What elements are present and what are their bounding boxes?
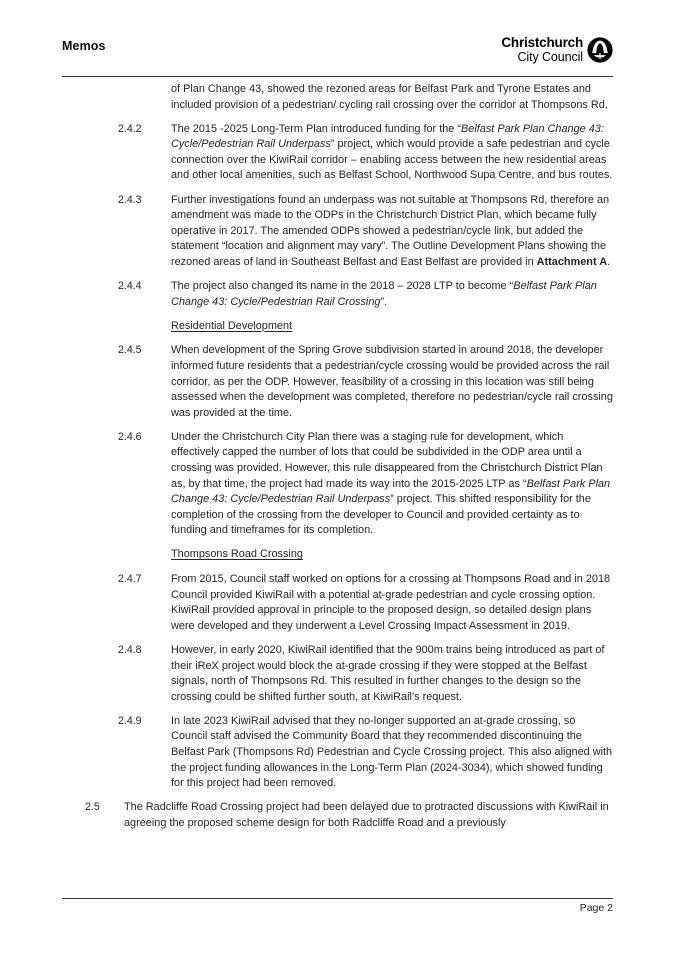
paragraph-number: 2.4.8 <box>118 643 142 656</box>
paragraph-number: 2.4.9 <box>118 714 142 727</box>
page-number: Page 2 <box>579 902 613 914</box>
paragraph-text <box>171 572 613 634</box>
subheading-residential-development-label: Residential Development <box>171 319 293 332</box>
text-run: ”. <box>380 295 388 308</box>
paragraph-text <box>171 343 613 421</box>
paragraph-number: 2.4.6 <box>118 430 142 443</box>
numbered-paragraph <box>62 643 613 705</box>
paragraph-text <box>171 430 613 539</box>
paragraph-text <box>171 193 613 271</box>
text-run: . <box>607 255 611 268</box>
italic-run: Belfast Park Plan Change 43: Cycle/Pedestrian Rail Crossing <box>171 280 597 308</box>
numbered-paragraph <box>62 193 613 271</box>
christchurch-city-council-logo-icon <box>587 37 613 63</box>
numbered-paragraph <box>62 800 613 831</box>
paragraph-group-final <box>62 800 613 831</box>
paragraph-text <box>124 800 613 831</box>
text-run: From 2015, Council staff worked on options for a crossing at Thompsons Road and in 2018 Council provided KiwiRail with a potential at-grade pedestrian and cycle crossing option. KiwiRail provided approval in principle to the proposed design, so detailed design plans were developed and they underwent a Level Crossing Impact Assessment in 2019. <box>171 573 611 632</box>
paragraph-text <box>171 643 613 705</box>
paragraph-number: 2.4.2 <box>118 122 142 135</box>
document-body <box>62 82 613 840</box>
text-run: When development of the Spring Grove subdivision started in around 2018, the developer informed future residents that a pedestrian/cycle crossing would be provided across the rail corridor, as per the ODP. However, feasibility of a crossing in this location was still being assessed when the development was completed, therefore no pedestrian/cycle rail crossing was provided at the time. <box>171 344 613 419</box>
page-header <box>62 36 613 74</box>
italic-run: Belfast Park Plan Change 43: Cycle/Pedestrian Rail Underpass <box>171 122 604 151</box>
paragraph-group-thompsons <box>62 572 613 792</box>
numbered-paragraph <box>62 279 613 310</box>
paragraph-group-plan-change <box>62 122 613 311</box>
text-run: The Radcliffe Road Crossing project had been delayed due to protracted discussions with KiwiRail in agreeing the proposed scheme design for both Radcliffe Road and a previously <box>124 801 609 829</box>
numbered-paragraph <box>62 430 613 539</box>
subheading-thompsons-road-crossing <box>171 547 613 563</box>
numbered-paragraph <box>62 122 613 184</box>
brand-line-city-council: City Council <box>517 49 583 64</box>
italic-run: Belfast Park Plan Change 43: Cycle/Pedestrian Rail Underpass <box>171 477 611 506</box>
brand-wordmark <box>501 36 583 64</box>
page-title: Memos <box>62 39 106 53</box>
paragraph-text <box>171 279 613 310</box>
text-run: Further investigations found an underpass was not suitable at Thompsons Rd, therefore an amendment was made to the ODPs in the Christchurch District Plan, which became fully operative in 2017. The amended ODPs showed a pedestrian/cycle link, but added the statement “location and alignment may vary”. The Outline Development Plans showing the rezoned areas of land in Southeast Belfast and East Belfast are provided in <box>171 193 610 268</box>
text-run: The project also changed its name in the 2018 – 2028 LTP to become “ <box>171 280 514 293</box>
footer-divider-rule <box>62 898 613 899</box>
brand-lockup <box>501 36 613 64</box>
numbered-paragraph <box>62 714 613 792</box>
paragraph-number: 2.4.4 <box>118 280 142 293</box>
paragraph-text <box>171 122 613 184</box>
continuation-paragraph: of Plan Change 43, showed the rezoned areas for Belfast Park and Tyrone Estates and included provision of a pedestrian/ cycling rail crossing over the corridor at Thompsons Rd. <box>171 83 608 111</box>
paragraph-number: 2.4.7 <box>118 573 142 586</box>
subheading-thompsons-road-crossing-label: Thompsons Road Crossing <box>171 548 303 561</box>
subheading-residential-development <box>171 319 613 335</box>
text-run: In late 2023 KiwiRail advised that they no-longer supported an at-grade crossing, so Council staff advised the Community Board that they recommended discontinuing the Belfast Park (Thompsons Rd) Pedestrian and Cycle Crossing project. This also aligned with the project funding allowances in the Long-Term Plan (2024-3034), which showed funding for this project had been removed. <box>171 714 613 790</box>
numbered-paragraph <box>62 343 613 421</box>
page-footer <box>62 901 613 915</box>
text-run: The 2015 -2025 Long-Term Plan introduced funding for the “ <box>171 122 461 135</box>
text-run: Under the Christchurch City Plan there was a staging rule for development, which effectively capped the number of lots that could be subdivided in the ODP area until a crossing was provided. However, this rule disappeared from the Christchurch District Plan as, by that time, the project had made its way into the 2015-2025 LTP as “ <box>171 430 603 490</box>
header-divider-rule <box>62 76 613 77</box>
paragraph-number: 2.4.3 <box>118 193 142 206</box>
bold-run: Attachment A <box>536 255 608 268</box>
text-run: ” project. This shifted responsibility for the completion of the crossing from the developer to Council and provided certainty as to funding and timeframes for its completion. <box>171 493 591 537</box>
text-run: However, in early 2020, KiwiRail identified that the 900m trains being introduced as part of their iReX project would block the at-grade crossing if they were stopped at the Belfast signals, north of Thompsons Rd. This resulted in further changes to the design so the crossing could be shifted further south, at KiwiRail’s request. <box>171 643 605 703</box>
paragraph-number: 2.4.5 <box>118 344 142 357</box>
numbered-paragraph <box>62 572 613 634</box>
paragraph-text <box>171 714 613 792</box>
text-run: ” project, which would provide a safe pedestrian and cycle connection over the KiwiRail corridor – enabling access between the new residential areas and other local amenities, such as Belfast School, Northwood Supa Centre, and bus routes. <box>171 138 613 182</box>
paragraph-number: 2.5 <box>85 801 100 814</box>
brand-line-christchurch: Christchurch <box>501 35 583 50</box>
paragraph-group-residential <box>62 343 613 539</box>
